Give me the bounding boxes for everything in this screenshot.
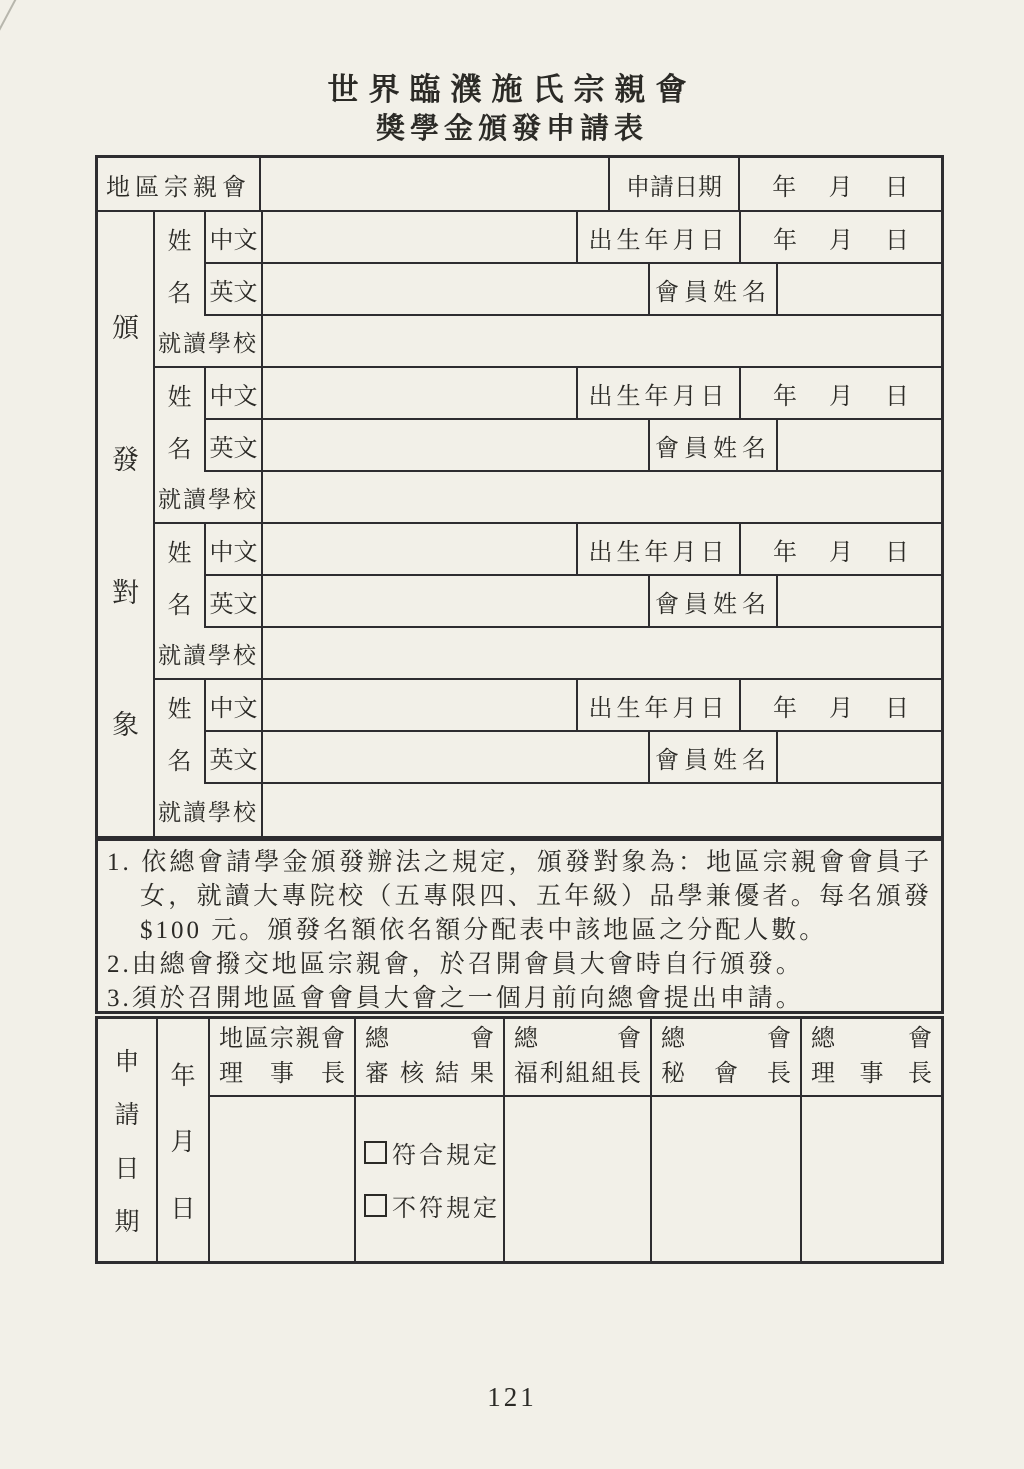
note-text: 依總會請學金頒發辦法之規定，頒發對象為：地區宗親會會員子女，就讀大專院校（五專限四、五年級）品學兼優者。每名頒發$100 元。頒發名額依名額分配表中該地區之分配人數。 — [140, 849, 932, 944]
name-label-cell — [155, 680, 206, 784]
apply-date-vertical-label — [98, 1019, 158, 1261]
checkbox-icon[interactable] — [364, 1194, 387, 1217]
month-label: 月 — [828, 174, 853, 201]
birth-date-input[interactable] — [741, 680, 941, 730]
birth-date-label: 出生年月日 — [578, 212, 741, 262]
note-item-2 — [107, 948, 932, 982]
note-number: 1. — [107, 849, 142, 876]
application-date-ymd — [740, 167, 941, 202]
day-label: 日 — [170, 1195, 196, 1223]
page-title: 世界臨濮施氏宗親會 — [327, 72, 697, 107]
col-header: 總會 審核結果 — [356, 1019, 503, 1097]
notes-box — [95, 838, 944, 1014]
note-number: 2. — [107, 951, 132, 978]
school-input[interactable] — [263, 628, 941, 678]
region-association-row — [98, 158, 941, 212]
col-header: 總會 福利組組長 — [505, 1019, 650, 1097]
birth-date-ymd — [741, 532, 941, 567]
chinese-name-input[interactable] — [263, 524, 578, 574]
chinese-label: 中文 — [206, 368, 263, 418]
review-result-cell — [356, 1097, 503, 1261]
col-hq-chairman — [802, 1019, 941, 1261]
day-label: 日 — [885, 539, 909, 566]
note-item-1 — [107, 846, 932, 948]
month-label: 月 — [829, 227, 853, 254]
day-label: 日 — [885, 227, 909, 254]
birth-date-label: 出生年月日 — [578, 368, 741, 418]
birth-date-ymd — [741, 376, 941, 411]
year-label: 年 — [773, 695, 797, 722]
col-hq-review-result — [356, 1019, 505, 1261]
application-date-label: 申請日期 — [610, 158, 740, 210]
col-hq-welfare-chief — [505, 1019, 652, 1261]
member-name-input[interactable] — [778, 576, 941, 626]
page-subtitle: 獎學金頒發申請表 — [375, 113, 648, 145]
vertical-char: 對 — [112, 577, 139, 608]
birth-date-ymd — [741, 220, 941, 255]
chinese-name-input[interactable] — [263, 368, 578, 418]
page-number: 121 — [487, 1382, 537, 1412]
member-name-input[interactable] — [778, 264, 941, 314]
english-label: 英文 — [206, 420, 263, 470]
member-name-input[interactable] — [778, 420, 941, 470]
english-label: 英文 — [206, 732, 263, 782]
name-label-cell — [155, 212, 206, 316]
member-name-label: 會員姓名 — [650, 576, 778, 626]
name-label-cell — [155, 368, 206, 472]
surname-label: 姓 — [167, 696, 192, 723]
birth-date-input[interactable] — [741, 524, 941, 574]
month-label: 月 — [829, 539, 853, 566]
day-label: 日 — [885, 695, 909, 722]
col-header: 總會 秘會長 — [652, 1019, 800, 1097]
vertical-char: 象 — [112, 710, 139, 741]
signature-cell[interactable] — [210, 1097, 354, 1261]
chinese-label: 中文 — [206, 212, 263, 262]
note-number: 3. — [107, 985, 132, 1012]
recipient-block-2 — [155, 368, 941, 524]
checkbox-label: 不符規定 — [392, 1196, 500, 1222]
surname-label: 姓 — [167, 228, 192, 255]
note-item-3 — [107, 982, 932, 1016]
school-label: 就讀學校 — [155, 472, 263, 522]
year-label: 年 — [170, 1062, 196, 1090]
scan-artifact — [0, 0, 17, 49]
month-label: 月 — [829, 383, 853, 410]
vertical-char: 發 — [112, 445, 139, 476]
member-name-input[interactable] — [778, 732, 941, 782]
name-label-cell — [155, 524, 206, 628]
member-name-label: 會員姓名 — [650, 732, 778, 782]
chinese-name-input[interactable] — [263, 680, 578, 730]
signature-cell[interactable] — [802, 1097, 941, 1261]
recipient-block-4 — [155, 680, 941, 836]
given-name-label: 名 — [167, 748, 192, 775]
member-name-label: 會員姓名 — [650, 420, 778, 470]
year-label: 年 — [773, 383, 797, 410]
school-input[interactable] — [263, 316, 941, 366]
recipient-vertical-label — [98, 212, 155, 836]
birth-date-label: 出生年月日 — [578, 680, 741, 730]
given-name-label: 名 — [167, 436, 192, 463]
birth-date-input[interactable] — [741, 368, 941, 418]
birth-date-label: 出生年月日 — [578, 524, 741, 574]
school-label: 就讀學校 — [155, 784, 263, 836]
vertical-char: 申 — [114, 1049, 140, 1077]
application-form-table — [95, 155, 944, 839]
given-name-label: 名 — [167, 592, 192, 619]
birth-date-ymd — [741, 688, 941, 723]
school-label: 就讀學校 — [155, 628, 263, 678]
apply-date-ymd-input[interactable] — [158, 1019, 210, 1261]
checkbox-icon[interactable] — [364, 1141, 387, 1164]
school-label: 就讀學校 — [155, 316, 263, 366]
recipient-block-3 — [155, 524, 941, 680]
english-label: 英文 — [206, 264, 263, 314]
signature-cell[interactable] — [505, 1097, 650, 1261]
note-text: 由總會撥交地區宗親會，於召開會員大會時自行頒發。 — [131, 951, 804, 978]
checkbox-compliant[interactable] — [364, 1135, 503, 1170]
chinese-name-input[interactable] — [263, 212, 578, 262]
school-input[interactable] — [263, 472, 941, 522]
vertical-char: 期 — [114, 1208, 140, 1236]
vertical-char: 日 — [114, 1155, 140, 1183]
vertical-char: 頒 — [112, 312, 139, 343]
vertical-char: 請 — [114, 1102, 140, 1130]
region-association-label: 地區宗親會 — [98, 158, 261, 210]
member-name-label: 會員姓名 — [650, 264, 778, 314]
note-text: 須於召開地區會會員大會之一個月前向總會提出申請。 — [131, 985, 804, 1012]
english-name-input[interactable] — [263, 732, 650, 782]
chinese-label: 中文 — [206, 680, 263, 730]
year-label: 年 — [773, 227, 797, 254]
surname-label: 姓 — [167, 384, 192, 411]
col-regional-chairman — [210, 1019, 356, 1261]
year-label: 年 — [773, 539, 797, 566]
application-date-input[interactable] — [740, 158, 941, 210]
chinese-label: 中文 — [206, 524, 263, 574]
english-name-input[interactable] — [263, 420, 650, 470]
region-association-input[interactable] — [261, 158, 610, 210]
surname-label: 姓 — [167, 540, 192, 567]
day-label: 日 — [885, 383, 909, 410]
month-label: 月 — [170, 1129, 196, 1156]
recipient-block-1 — [155, 212, 941, 368]
col-hq-secretary — [652, 1019, 802, 1261]
col-header: 地區宗親會 理事長 — [210, 1019, 354, 1097]
school-input[interactable] — [263, 784, 941, 836]
birth-date-input[interactable] — [741, 212, 941, 262]
day-label: 日 — [884, 174, 909, 201]
recipients-section — [98, 212, 941, 836]
checkbox-noncompliant[interactable] — [364, 1188, 503, 1223]
review-signature-table — [95, 1016, 944, 1264]
col-header: 總會 理事長 — [802, 1019, 941, 1097]
year-label: 年 — [772, 174, 797, 201]
signature-cell[interactable] — [652, 1097, 800, 1261]
english-name-input[interactable] — [263, 576, 650, 626]
checkbox-label: 符合規定 — [392, 1143, 500, 1169]
month-label: 月 — [829, 695, 853, 722]
english-label: 英文 — [206, 576, 263, 626]
english-name-input[interactable] — [263, 264, 650, 314]
given-name-label: 名 — [167, 280, 192, 307]
